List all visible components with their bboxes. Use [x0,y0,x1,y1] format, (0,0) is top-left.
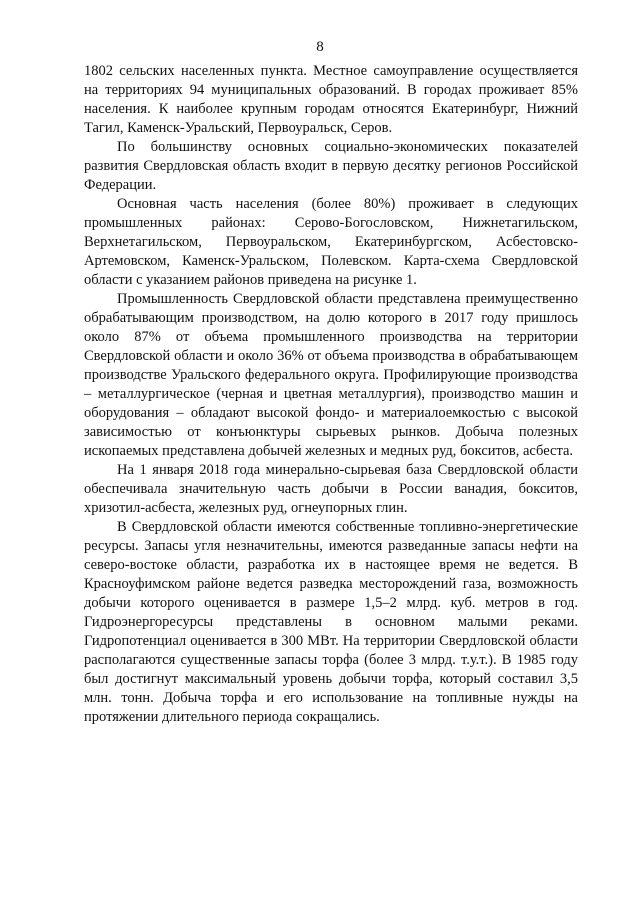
paragraph-population-districts: Основная часть населения (более 80%) проживает в следующих промышленных районах: Серово-Богословском, Нижнетагильском, Верхнетагильском, Первоуральском, Екатеринбургском, Асбестовско-Артемовском, Каменск-Уральском, Полевском. Карта-схема Свердловской области с указанием районов приведена на рисунке 1. [84,196,578,288]
paragraph-mineral-base: На 1 января 2018 года минерально-сырьевая база Свердловской области обеспечивала значительную часть добычи в России ванадия, бокситов, хризотил-асбеста, железных руд, огнеупорных глин. [84,462,578,516]
paragraph-industry: Промышленность Свердловской области представлена преимущественно обрабатывающим производством, на долю которого в 2017 году пришлось около 87% от объема промышленного производства на территории Свердловской области и около 36% от объема производства в обрабатывающем производстве Уральского федерального округа. Профилирующие производства – металлургическое (черная и цветная металлургия), производство машин и оборудования – обладают высокой фондо- и материалоемкостью с высокой зависимостью от конъюнктуры сырьевых рынков. Добыча полезных ископаемых представлена добычей железных и медных руд, бокситов, асбеста. [84,291,578,459]
document-body [84,62,578,727]
page-number: 8 [316,39,324,55]
paragraph-economic-indicators: По большинству основных социально-экономических показателей развития Свердловская область входит в первую десятку регионов Российской Федерации. [84,139,578,193]
paragraph-energy-resources: В Свердловской области имеются собственные топливно-энергетические ресурсы. Запасы угля незначительны, имеются разведанные запасы нефти на северо-востоке области, разработка их в настоящее время не ведется. В Красноуфимском районе ведется разведка месторождений газа, возможность добычи которого оценивается в размере 1,5–2 млрд. куб. метров в год. Гидроэнергоресурсы представлены в основном малыми реками. Гидропотенциал оценивается в 300 МВт. На территории Свердловской области располагаются существенные запасы торфа (более 3 млрд. т.у.т.). В 1985 году был достигнут максимальный уровень добычи торфа, который составил 3,5 млн. тонн. Добыча торфа и его использование на топливные нужды на протяжении длительного периода сокращались. [84,519,578,725]
paragraph-continuation: 1802 сельских населенных пункта. Местное самоуправление осуществляется на территориях 94 муниципальных образований. В городах проживает 85% населения. К наиболее крупным городам относятся Екатеринбург, Нижний Тагил, Каменск-Уральский, Первоуральск, Серов. [84,63,578,136]
